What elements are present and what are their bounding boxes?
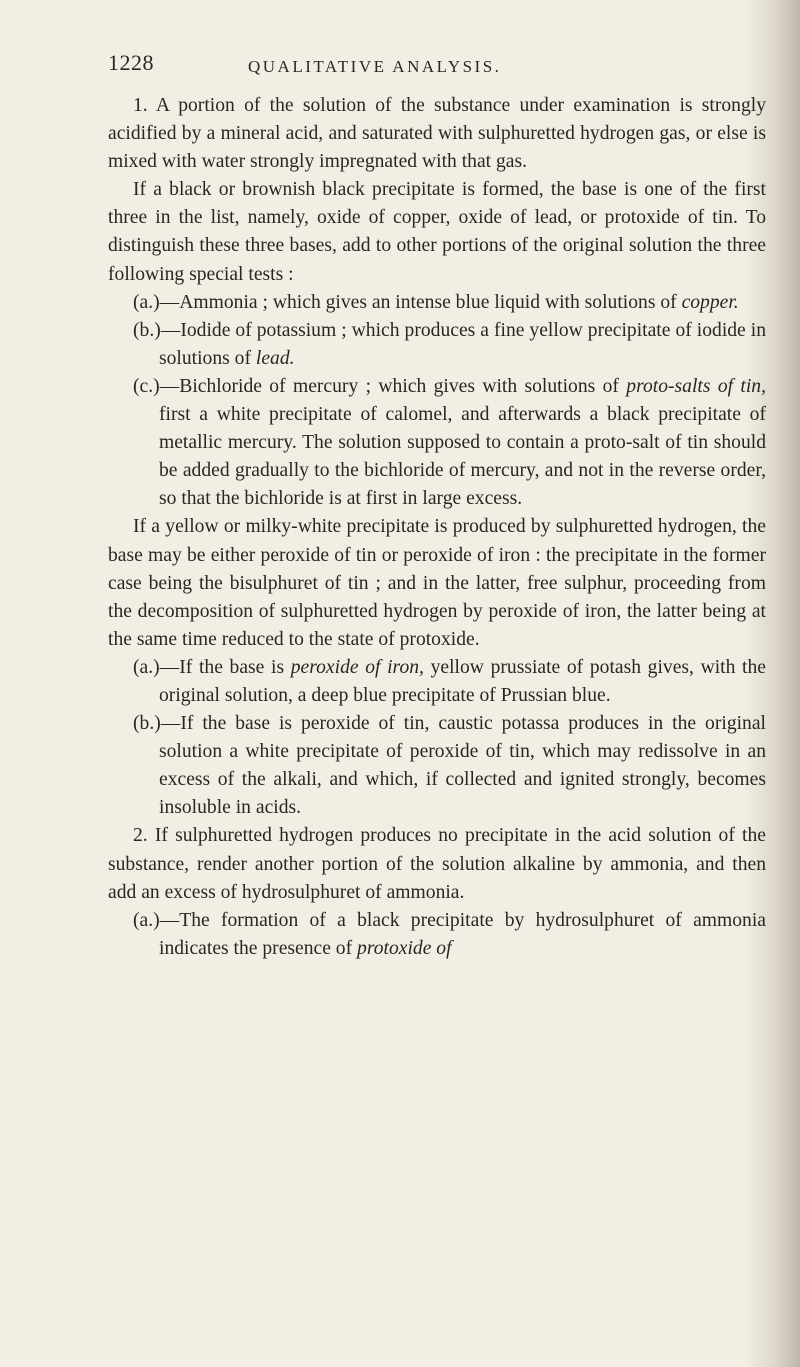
page-number: 1228 bbox=[108, 50, 154, 75]
item-text-continued: yellow prussiate of potash gives, with the original solution, a deep blue precipitate of Prussian blue. bbox=[159, 656, 766, 706]
item-text: —If the base is bbox=[159, 656, 291, 678]
test-a-ammonia bbox=[108, 289, 766, 317]
item-label: (a.) bbox=[133, 291, 160, 313]
page-header bbox=[108, 50, 740, 80]
item-text: —Iodide of potassium ; which produces a fine yellow precipitate of iodide in solutions of bbox=[159, 319, 766, 369]
test-b-peroxide-tin bbox=[108, 710, 766, 822]
item-emphasis: copper. bbox=[681, 291, 739, 313]
page-body bbox=[108, 92, 766, 963]
item-text-continued: first a white precipitate of calomel, and afterwards a black precipitate of metallic mercury. The solution supposed to contain a proto-salt of tin should be added gradually to the bichloride of mercury, and not in the reverse order, so that the bichloride is at first in large excess. bbox=[159, 404, 766, 510]
item-label: (a.) bbox=[133, 909, 160, 931]
paragraph-4: 2. If sulphuretted hydrogen produces no precipitate in the acid solution of the substance, render another portion of the solution alkaline by ammonia, and then add an excess of hydrosulphuret of ammonia. bbox=[108, 825, 766, 903]
test-a-peroxide-iron bbox=[108, 654, 766, 710]
paragraph-3: If a yellow or milky-white precipitate is produced by sulphuretted hydrogen, the base may be either peroxide of tin or peroxide of iron : the precipitate in the former case being the bisulphuret of tin ; and in the latter, free sulphur, proceeding from the decomposition of sulphuretted hydrogen by peroxide of iron, the latter being at the same time reduced to the state of protoxide. bbox=[108, 516, 766, 650]
item-text: —The formation of a black precipitate by hydrosulphuret of ammonia indicates the presence of bbox=[159, 909, 766, 959]
test-c-bichloride bbox=[108, 373, 766, 513]
item-label: (a.) bbox=[133, 656, 160, 678]
paragraph-1: 1. A portion of the solution of the substance under examination is strongly acidified by a mineral acid, and saturated with sulphuretted hydrogen gas, or else is mixed with water strongly impregnated with that gas. bbox=[108, 95, 766, 173]
test-b-iodide bbox=[108, 317, 766, 373]
test-a-hydrosulphuret bbox=[108, 907, 766, 963]
item-emphasis: peroxide of iron, bbox=[290, 656, 424, 678]
item-emphasis: protoxide of bbox=[357, 937, 452, 959]
item-emphasis: proto-salts of tin, bbox=[626, 375, 767, 397]
item-text: —Ammonia ; which gives an intense blue liquid with solutions of bbox=[159, 291, 682, 313]
item-label: (c.) bbox=[133, 375, 160, 397]
item-text: —Bichloride of mercury ; which gives with solutions of bbox=[159, 375, 627, 397]
paragraph-2: If a black or brownish black precipitate is formed, the base is one of the first three in the list, namely, oxide of copper, oxide of lead, or protoxide of tin. To distinguish these three bases, add to other portions of the original solution the three following special tests : bbox=[108, 179, 766, 285]
item-label: (b.) bbox=[133, 319, 161, 341]
item-emphasis: lead. bbox=[255, 347, 295, 369]
item-text: —If the base is peroxide of tin, caustic potassa produces in the original solution a white precipitate of peroxide of tin, which may redissolve in an excess of the alkali, and which, if collected and ignited strongly, becomes insoluble in acids. bbox=[159, 713, 766, 819]
running-head: QUALITATIVE ANALYSIS. bbox=[248, 57, 502, 76]
item-label: (b.) bbox=[133, 713, 161, 735]
